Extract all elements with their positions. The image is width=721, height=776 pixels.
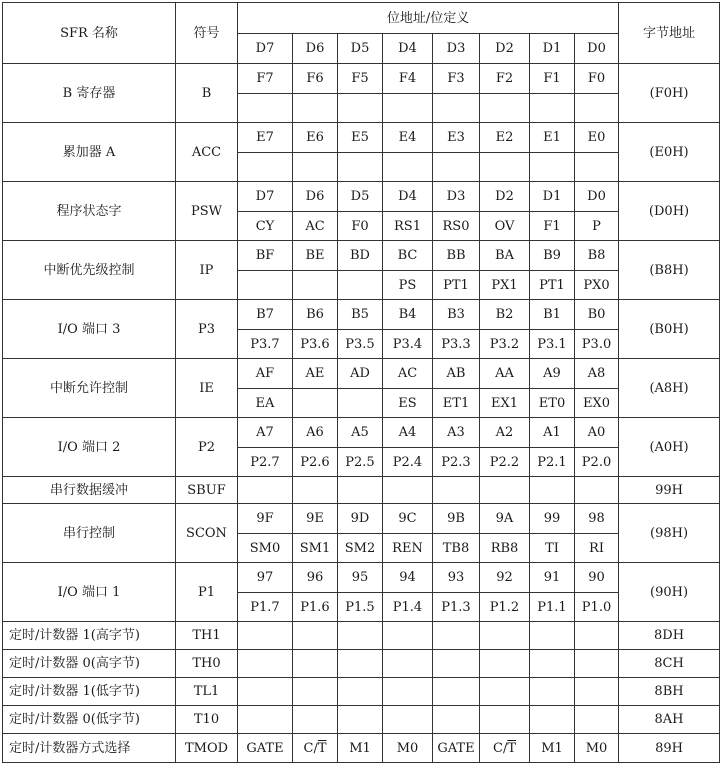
- byte-address-cell: 99H: [619, 477, 720, 504]
- byte-address-cell: 8BH: [619, 678, 720, 706]
- bit-cell: [238, 650, 293, 678]
- bit-cell: [383, 706, 433, 734]
- bit-cell: [575, 622, 619, 650]
- bit-address-cell: AA: [480, 359, 530, 389]
- bit-address-cell: B9: [530, 241, 575, 271]
- bit-definition-cell: [338, 271, 383, 300]
- byte-address-cell: (B8H): [619, 241, 720, 300]
- byte-address-cell: 8CH: [619, 650, 720, 678]
- bit-address-cell: 9E: [293, 504, 338, 534]
- bit-definition-cell: P3.7: [238, 330, 293, 359]
- bit-address-cell: D2: [480, 182, 530, 212]
- byte-address-cell: (90H): [619, 563, 720, 622]
- bit-address-cell: A9: [530, 359, 575, 389]
- bit-definition-cell: OV: [480, 212, 530, 241]
- bit-address-cell: BA: [480, 241, 530, 271]
- bit-definition-cell: [238, 271, 293, 300]
- table-row: [3, 622, 720, 650]
- bit-cell: [433, 650, 480, 678]
- byte-address-cell: 89H: [619, 734, 720, 763]
- bit-definition-cell: P3.5: [338, 330, 383, 359]
- bit-address-cell: 96: [293, 563, 338, 593]
- bit-address-cell: AC: [383, 359, 433, 389]
- bit-definition-cell: PX0: [575, 271, 619, 300]
- bit-address-cell: BE: [293, 241, 338, 271]
- bit-definition-cell: PT1: [433, 271, 480, 300]
- bit-definition-cell: [575, 153, 619, 182]
- bit-cell: [293, 477, 338, 504]
- bit-definition-cell: $C/\overline{T}$: [480, 734, 530, 763]
- header-bit: D2: [480, 34, 530, 64]
- bit-cell: [480, 477, 530, 504]
- register-symbol: TL1: [176, 678, 238, 706]
- bit-cell: [480, 622, 530, 650]
- bit-definition-cell: EA: [238, 389, 293, 418]
- bit-definition-cell: P: [575, 212, 619, 241]
- bit-cell: [383, 650, 433, 678]
- bit-definition-cell: [480, 153, 530, 182]
- table-row: [3, 477, 720, 504]
- bit-cell: [530, 622, 575, 650]
- register-symbol: TMOD: [176, 734, 238, 763]
- bit-definition-cell: PX1: [480, 271, 530, 300]
- bit-cell: [238, 706, 293, 734]
- bit-cell: [338, 678, 383, 706]
- register-symbol: P1: [176, 563, 238, 622]
- register-name: 串行控制: [3, 504, 176, 563]
- header-bit: D4: [383, 34, 433, 64]
- bit-address-cell: AD: [338, 359, 383, 389]
- byte-address-cell: (B0H): [619, 300, 720, 359]
- bit-cell: [530, 706, 575, 734]
- bit-address-cell: E1: [530, 123, 575, 153]
- bit-cell: [575, 706, 619, 734]
- bit-address-cell: B8: [575, 241, 619, 271]
- bit-address-cell: A5: [338, 418, 383, 448]
- bit-definition-cell: P1.1: [530, 593, 575, 622]
- bit-address-cell: D4: [383, 182, 433, 212]
- table-row: [3, 418, 720, 448]
- table-row: [3, 734, 720, 763]
- bit-address-cell: 9F: [238, 504, 293, 534]
- register-name: 定时/计数器 0(高字节): [3, 650, 176, 678]
- bit-address-cell: A4: [383, 418, 433, 448]
- bit-cell: [575, 477, 619, 504]
- header-sfr-name: SFR 名称: [3, 3, 176, 64]
- bit-definition-cell: M0: [575, 734, 619, 763]
- bit-definition-cell: [480, 94, 530, 123]
- bit-definition-cell: P2.3: [433, 448, 480, 477]
- bit-address-cell: B2: [480, 300, 530, 330]
- bit-definition-cell: [293, 153, 338, 182]
- bit-address-cell: 9D: [338, 504, 383, 534]
- bit-definition-cell: TB8: [433, 534, 480, 563]
- bit-address-cell: F4: [383, 64, 433, 94]
- bit-address-cell: AE: [293, 359, 338, 389]
- bit-address-cell: E2: [480, 123, 530, 153]
- byte-address-cell: (A0H): [619, 418, 720, 477]
- bit-definition-cell: CY: [238, 212, 293, 241]
- bit-address-cell: B1: [530, 300, 575, 330]
- register-name: I/O 端口 3: [3, 300, 176, 359]
- bit-definition-cell: M1: [338, 734, 383, 763]
- bit-definition-cell: RB8: [480, 534, 530, 563]
- header-bit: D6: [293, 34, 338, 64]
- bit-address-cell: AB: [433, 359, 480, 389]
- bit-definition-cell: [338, 153, 383, 182]
- bit-cell: [238, 622, 293, 650]
- bit-definition-cell: [238, 153, 293, 182]
- bit-address-cell: F1: [530, 64, 575, 94]
- register-name: I/O 端口 2: [3, 418, 176, 477]
- bit-address-cell: A7: [238, 418, 293, 448]
- bit-cell: [338, 650, 383, 678]
- bit-definition-cell: EX1: [480, 389, 530, 418]
- bit-address-cell: 9C: [383, 504, 433, 534]
- bit-address-cell: F0: [575, 64, 619, 94]
- bit-address-cell: F3: [433, 64, 480, 94]
- header-byte-address: 字节地址: [619, 3, 720, 64]
- header-bit: D5: [338, 34, 383, 64]
- bit-definition-cell: P2.0: [575, 448, 619, 477]
- bit-definition-cell: [238, 94, 293, 123]
- bit-address-cell: A1: [530, 418, 575, 448]
- table-row: [3, 504, 720, 534]
- bit-address-cell: F5: [338, 64, 383, 94]
- byte-address-cell: (D0H): [619, 182, 720, 241]
- bit-address-cell: A0: [575, 418, 619, 448]
- bit-definition-cell: SM0: [238, 534, 293, 563]
- bit-definition-cell: [293, 389, 338, 418]
- bit-address-cell: F7: [238, 64, 293, 94]
- bit-address-cell: E7: [238, 123, 293, 153]
- register-name: 程序状态字: [3, 182, 176, 241]
- bit-address-cell: 90: [575, 563, 619, 593]
- bit-address-cell: B6: [293, 300, 338, 330]
- bit-address-cell: F2: [480, 64, 530, 94]
- register-name: B 寄存器: [3, 64, 176, 123]
- bit-definition-cell: M1: [530, 734, 575, 763]
- bit-definition-cell: P2.7: [238, 448, 293, 477]
- register-name: 中断优先级控制: [3, 241, 176, 300]
- bit-address-cell: 99: [530, 504, 575, 534]
- bit-definition-cell: P2.6: [293, 448, 338, 477]
- register-symbol: TH1: [176, 622, 238, 650]
- register-symbol: PSW: [176, 182, 238, 241]
- bit-definition-cell: [530, 153, 575, 182]
- header-bit: D0: [575, 34, 619, 64]
- bit-definition-cell: P1.7: [238, 593, 293, 622]
- bit-definition-cell: F0: [338, 212, 383, 241]
- bit-address-cell: F6: [293, 64, 338, 94]
- bit-definition-cell: PT1: [530, 271, 575, 300]
- bit-definition-cell: P3.6: [293, 330, 338, 359]
- bit-definition-cell: [433, 94, 480, 123]
- bit-address-cell: A3: [433, 418, 480, 448]
- bit-cell: [433, 622, 480, 650]
- bit-definition-cell: [383, 94, 433, 123]
- bit-address-cell: 9A: [480, 504, 530, 534]
- bit-definition-cell: TI: [530, 534, 575, 563]
- bit-definition-cell: RS0: [433, 212, 480, 241]
- table-row: [3, 678, 720, 706]
- bit-definition-cell: P1.2: [480, 593, 530, 622]
- bit-address-cell: 94: [383, 563, 433, 593]
- bit-definition-cell: P2.5: [338, 448, 383, 477]
- bit-definition-cell: P2.4: [383, 448, 433, 477]
- bit-definition-cell: P1.3: [433, 593, 480, 622]
- header-bit: D1: [530, 34, 575, 64]
- bit-definition-cell: [575, 94, 619, 123]
- bit-address-cell: B0: [575, 300, 619, 330]
- bit-cell: [293, 622, 338, 650]
- bit-definition-cell: $C/\overline{T}$: [293, 734, 338, 763]
- bit-definition-cell: ET1: [433, 389, 480, 418]
- bit-definition-cell: [293, 271, 338, 300]
- header-bit: D3: [433, 34, 480, 64]
- bit-address-cell: B7: [238, 300, 293, 330]
- bit-address-cell: 98: [575, 504, 619, 534]
- bit-address-cell: 9B: [433, 504, 480, 534]
- bit-cell: [433, 706, 480, 734]
- bit-address-cell: E4: [383, 123, 433, 153]
- table-row: [3, 64, 720, 94]
- bit-definition-cell: P3.1: [530, 330, 575, 359]
- register-name: 定时/计数器 0(低字节): [3, 706, 176, 734]
- bit-definition-cell: P1.5: [338, 593, 383, 622]
- byte-address-cell: (E0H): [619, 123, 720, 182]
- bit-definition-cell: P2.2: [480, 448, 530, 477]
- bit-address-cell: AF: [238, 359, 293, 389]
- bit-definition-cell: [383, 153, 433, 182]
- header-symbol: 符号: [176, 3, 238, 64]
- register-symbol: T10: [176, 706, 238, 734]
- bit-address-cell: E3: [433, 123, 480, 153]
- bit-cell: [293, 706, 338, 734]
- bit-cell: [338, 477, 383, 504]
- bit-cell: [433, 477, 480, 504]
- bit-address-cell: D0: [575, 182, 619, 212]
- bit-definition-cell: [530, 94, 575, 123]
- bit-address-cell: A8: [575, 359, 619, 389]
- byte-address-cell: (F0H): [619, 64, 720, 123]
- bit-cell: [575, 650, 619, 678]
- bit-cell: [480, 678, 530, 706]
- register-name: 串行数据缓冲: [3, 477, 176, 504]
- register-name: 中断允许控制: [3, 359, 176, 418]
- bit-definition-cell: F1: [530, 212, 575, 241]
- bit-definition-cell: SM1: [293, 534, 338, 563]
- bit-cell: [480, 650, 530, 678]
- bit-address-cell: BC: [383, 241, 433, 271]
- table-row: [3, 182, 720, 212]
- register-symbol: IE: [176, 359, 238, 418]
- bit-cell: [530, 678, 575, 706]
- bit-definition-cell: [338, 389, 383, 418]
- table-row: [3, 563, 720, 593]
- bit-definition-cell: P3.4: [383, 330, 433, 359]
- bit-definition-cell: P3.0: [575, 330, 619, 359]
- bit-address-cell: A2: [480, 418, 530, 448]
- bit-definition-cell: P2.1: [530, 448, 575, 477]
- register-symbol: ACC: [176, 123, 238, 182]
- bit-definition-cell: GATE: [238, 734, 293, 763]
- bit-cell: [530, 650, 575, 678]
- sfr-table: [2, 2, 720, 763]
- bit-address-cell: D6: [293, 182, 338, 212]
- bit-address-cell: 91: [530, 563, 575, 593]
- table-row: [3, 650, 720, 678]
- bit-definition-cell: PS: [383, 271, 433, 300]
- register-symbol: IP: [176, 241, 238, 300]
- bit-address-cell: BB: [433, 241, 480, 271]
- bit-address-cell: B5: [338, 300, 383, 330]
- bit-address-cell: E5: [338, 123, 383, 153]
- bit-address-cell: BD: [338, 241, 383, 271]
- register-symbol: SCON: [176, 504, 238, 563]
- bit-definition-cell: [433, 153, 480, 182]
- byte-address-cell: (98H): [619, 504, 720, 563]
- bit-cell: [338, 622, 383, 650]
- bit-address-cell: E6: [293, 123, 338, 153]
- header-bit-group: 位地址/位定义: [238, 3, 619, 34]
- register-name: I/O 端口 1: [3, 563, 176, 622]
- bit-address-cell: 95: [338, 563, 383, 593]
- register-symbol: P3: [176, 300, 238, 359]
- header-bit: D7: [238, 34, 293, 64]
- bit-cell: [433, 678, 480, 706]
- bit-definition-cell: P1.6: [293, 593, 338, 622]
- bit-cell: [238, 678, 293, 706]
- bit-address-cell: D1: [530, 182, 575, 212]
- bit-definition-cell: ES: [383, 389, 433, 418]
- table-row: [3, 123, 720, 153]
- bit-cell: [383, 678, 433, 706]
- byte-address-cell: 8AH: [619, 706, 720, 734]
- register-symbol: SBUF: [176, 477, 238, 504]
- bit-cell: [238, 477, 293, 504]
- bit-cell: [530, 477, 575, 504]
- bit-address-cell: B3: [433, 300, 480, 330]
- bit-definition-cell: [338, 94, 383, 123]
- bit-definition-cell: P1.0: [575, 593, 619, 622]
- register-name: 累加器 A: [3, 123, 176, 182]
- byte-address-cell: 8DH: [619, 622, 720, 650]
- bit-address-cell: 97: [238, 563, 293, 593]
- register-name: 定时/计数器方式选择: [3, 734, 176, 763]
- bit-address-cell: 92: [480, 563, 530, 593]
- bit-address-cell: D3: [433, 182, 480, 212]
- bit-definition-cell: GATE: [433, 734, 480, 763]
- bit-definition-cell: RS1: [383, 212, 433, 241]
- table-row: [3, 359, 720, 389]
- bit-definition-cell: P3.2: [480, 330, 530, 359]
- bit-address-cell: B4: [383, 300, 433, 330]
- byte-address-cell: (A8H): [619, 359, 720, 418]
- bit-cell: [383, 622, 433, 650]
- bit-definition-cell: P3.3: [433, 330, 480, 359]
- bit-address-cell: E0: [575, 123, 619, 153]
- bit-definition-cell: ET0: [530, 389, 575, 418]
- register-name: 定时/计数器 1(高字节): [3, 622, 176, 650]
- register-name: 定时/计数器 1(低字节): [3, 678, 176, 706]
- bit-address-cell: 93: [433, 563, 480, 593]
- bit-definition-cell: [293, 94, 338, 123]
- bit-address-cell: A6: [293, 418, 338, 448]
- bit-definition-cell: EX0: [575, 389, 619, 418]
- table-row: [3, 706, 720, 734]
- bit-definition-cell: REN: [383, 534, 433, 563]
- bit-cell: [338, 706, 383, 734]
- bit-cell: [575, 678, 619, 706]
- register-symbol: P2: [176, 418, 238, 477]
- bit-cell: [383, 477, 433, 504]
- bit-address-cell: BF: [238, 241, 293, 271]
- bit-cell: [480, 706, 530, 734]
- bit-address-cell: D5: [338, 182, 383, 212]
- bit-definition-cell: P1.4: [383, 593, 433, 622]
- bit-definition-cell: AC: [293, 212, 338, 241]
- bit-definition-cell: SM2: [338, 534, 383, 563]
- bit-address-cell: D7: [238, 182, 293, 212]
- bit-definition-cell: RI: [575, 534, 619, 563]
- register-symbol: TH0: [176, 650, 238, 678]
- register-symbol: B: [176, 64, 238, 123]
- table-row: [3, 241, 720, 271]
- table-row: [3, 300, 720, 330]
- bit-cell: [293, 678, 338, 706]
- bit-cell: [293, 650, 338, 678]
- bit-definition-cell: M0: [383, 734, 433, 763]
